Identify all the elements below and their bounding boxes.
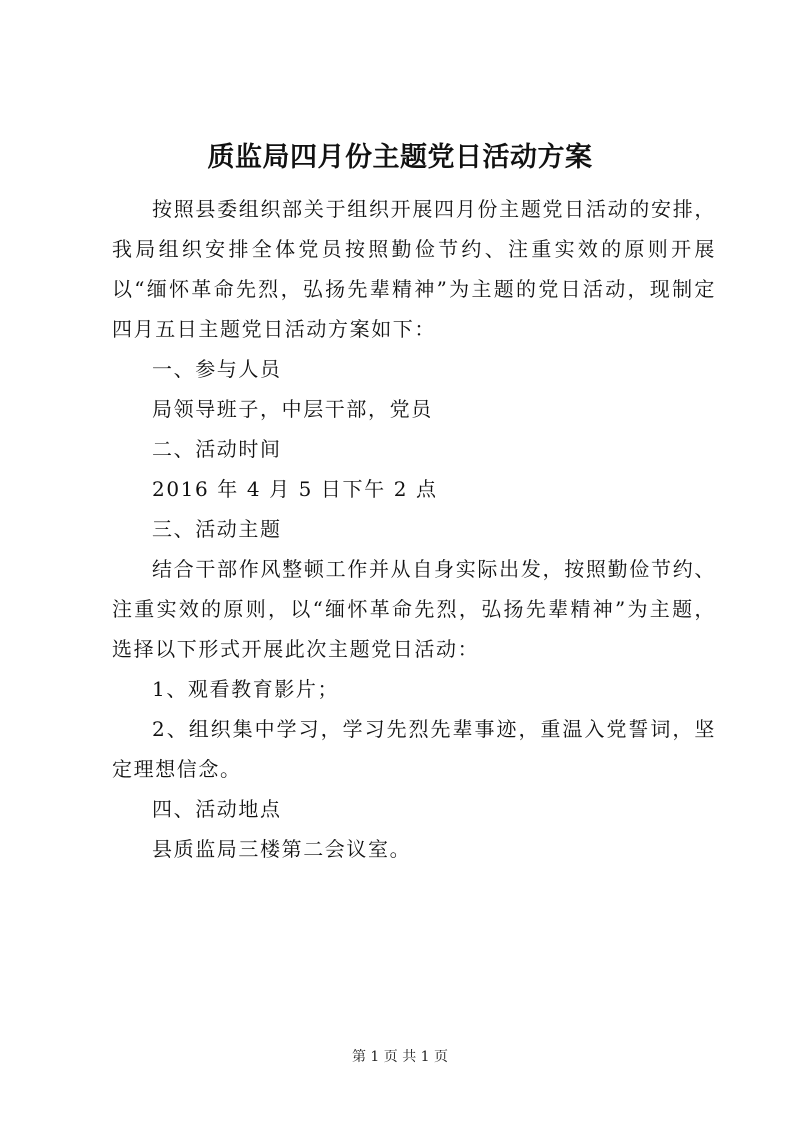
section-heading-time: 二、活动时间 xyxy=(152,437,282,461)
location-text: 县质监局三楼第二会议室。 xyxy=(152,837,412,861)
activity-item-2: 2、组织集中学习，学习先烈先辈事迹，重温入党誓词，坚定理想信念。 xyxy=(112,717,716,781)
participants-text: 局领导班子，中层干部，党员 xyxy=(152,397,433,421)
theme-text: 结合干部作风整顿工作并从自身实际出发，按照勤俭节约、注重实效的原则，以“缅怀革命先烈，弘扬先辈精神”为主题，选择以下形式开展此次主题党日活动： xyxy=(112,557,716,661)
activity-item-1: 1、观看教育影片； xyxy=(152,677,340,701)
intro-paragraph: 按照县委组织部关于组织开展四月份主题党日活动的安排，我局组织安排全体党员按照勤俭节约、注重实效的原则开展以“缅怀革命先烈，弘扬先辈精神”为主题的党日活动，现制定四月五日主题党日活动方案如下： xyxy=(112,197,716,341)
time-text: 2016 年 4 月 5 日下午 2 点 xyxy=(152,477,438,501)
document-body xyxy=(112,189,716,869)
page-footer: 第 1 页 共 1 页 xyxy=(351,1049,449,1065)
section-heading-participants: 一、参与人员 xyxy=(152,357,282,381)
section-heading-theme: 三、活动主题 xyxy=(152,517,282,541)
document-title: 质监局四月份主题党日活动方案 xyxy=(207,142,593,173)
section-heading-location: 四、活动地点 xyxy=(152,797,282,821)
